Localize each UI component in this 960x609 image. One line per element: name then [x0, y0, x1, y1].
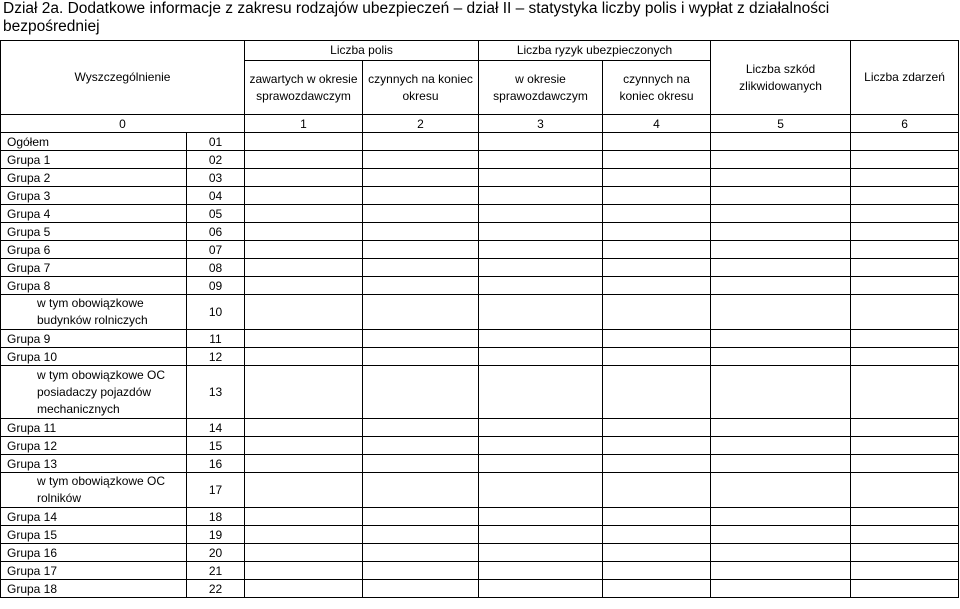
value-cell-col-3[interactable] — [479, 580, 603, 598]
column-number-3: 3 — [479, 115, 603, 133]
column-number-4: 4 — [603, 115, 711, 133]
value-cell-col-3[interactable] — [479, 277, 603, 295]
header-policies-active: czynnych na koniec okresu — [363, 61, 479, 115]
value-cell-col-5[interactable] — [711, 366, 851, 419]
row-label: Grupa 12 — [1, 437, 187, 455]
value-cell-col-2[interactable] — [363, 366, 479, 419]
value-cell-col-4[interactable] — [603, 187, 711, 205]
table-row — [1, 348, 959, 366]
value-cell-col-1[interactable] — [245, 259, 363, 277]
row-code: 20 — [187, 544, 245, 562]
table-row — [1, 473, 959, 508]
value-cell-col-6[interactable] — [851, 473, 959, 508]
table-row — [1, 526, 959, 544]
value-cell-col-1[interactable] — [245, 580, 363, 598]
value-cell-col-6[interactable] — [851, 437, 959, 455]
value-cell-col-2[interactable] — [363, 223, 479, 241]
row-code: 16 — [187, 455, 245, 473]
row-label: Grupa 15 — [1, 526, 187, 544]
row-code: 19 — [187, 526, 245, 544]
row-code: 02 — [187, 151, 245, 169]
row-label: Grupa 8 — [1, 277, 187, 295]
value-cell-col-4[interactable] — [603, 366, 711, 419]
row-label: Grupa 4 — [1, 205, 187, 223]
header-risks-group: Liczba ryzyk ubezpieczonych — [479, 41, 711, 61]
value-cell-col-4[interactable] — [603, 544, 711, 562]
value-cell-col-3[interactable] — [479, 205, 603, 223]
value-cell-col-4[interactable] — [603, 241, 711, 259]
value-cell-col-3[interactable] — [479, 366, 603, 419]
value-cell-col-4[interactable] — [603, 419, 711, 437]
value-cell-col-2[interactable] — [363, 133, 479, 151]
value-cell-col-2[interactable] — [363, 437, 479, 455]
header-policies-concluded: zawartych w okresie sprawozdawczym — [245, 61, 363, 115]
row-label: Grupa 9 — [1, 330, 187, 348]
row-code: 17 — [187, 473, 245, 508]
table-row — [1, 241, 959, 259]
header-specification: Wyszczególnienie — [1, 41, 245, 115]
row-label: Grupa 5 — [1, 223, 187, 241]
value-cell-col-2[interactable] — [363, 473, 479, 508]
row-code: 01 — [187, 133, 245, 151]
value-cell-col-3[interactable] — [479, 419, 603, 437]
value-cell-col-6[interactable] — [851, 330, 959, 348]
value-cell-col-5[interactable] — [711, 508, 851, 526]
table-row — [1, 295, 959, 330]
value-cell-col-4[interactable] — [603, 133, 711, 151]
value-cell-col-2[interactable] — [363, 580, 479, 598]
value-cell-col-2[interactable] — [363, 277, 479, 295]
value-cell-col-6[interactable] — [851, 366, 959, 419]
title-line-1: Dział 2a. Dodatkowe informacje z zakresu rodzajów ubezpieczeń – dział II – statystyka liczby polis i wypłat z działalności — [3, 0, 830, 17]
row-label: Grupa 2 — [1, 169, 187, 187]
value-cell-col-5[interactable] — [711, 259, 851, 277]
table-row — [1, 187, 959, 205]
value-cell-col-2[interactable] — [363, 348, 479, 366]
value-cell-col-6[interactable] — [851, 259, 959, 277]
table-row — [1, 151, 959, 169]
value-cell-col-3[interactable] — [479, 437, 603, 455]
row-code: 21 — [187, 562, 245, 580]
row-label: Grupa 3 — [1, 187, 187, 205]
row-label: Grupa 10 — [1, 348, 187, 366]
value-cell-col-2[interactable] — [363, 508, 479, 526]
value-cell-col-2[interactable] — [363, 241, 479, 259]
table-row — [1, 562, 959, 580]
row-label: Ogółem — [1, 133, 187, 151]
value-cell-col-2[interactable] — [363, 169, 479, 187]
column-number-1: 1 — [245, 115, 363, 133]
value-cell-col-2[interactable] — [363, 151, 479, 169]
value-cell-col-1[interactable] — [245, 277, 363, 295]
value-cell-col-1[interactable] — [245, 348, 363, 366]
value-cell-col-5[interactable] — [711, 580, 851, 598]
value-cell-col-2[interactable] — [363, 330, 479, 348]
table-row — [1, 169, 959, 187]
column-number-6: 6 — [851, 115, 959, 133]
value-cell-col-5[interactable] — [711, 473, 851, 508]
value-cell-col-6[interactable] — [851, 241, 959, 259]
row-label: Grupa 18 — [1, 580, 187, 598]
table-row — [1, 419, 959, 437]
value-cell-col-4[interactable] — [603, 151, 711, 169]
value-cell-col-1[interactable] — [245, 169, 363, 187]
table-row — [1, 544, 959, 562]
value-cell-col-1[interactable] — [245, 366, 363, 419]
value-cell-col-4[interactable] — [603, 508, 711, 526]
table-row — [1, 205, 959, 223]
value-cell-col-6[interactable] — [851, 508, 959, 526]
row-code: 10 — [187, 295, 245, 330]
row-label: Grupa 1 — [1, 151, 187, 169]
row-label: w tym obowiązkowe budynków rolniczych — [1, 295, 187, 330]
value-cell-col-3[interactable] — [479, 133, 603, 151]
value-cell-col-4[interactable] — [603, 526, 711, 544]
row-code: 18 — [187, 508, 245, 526]
value-cell-col-5[interactable] — [711, 169, 851, 187]
value-cell-col-2[interactable] — [363, 259, 479, 277]
value-cell-col-5[interactable] — [711, 187, 851, 205]
value-cell-col-4[interactable] — [603, 562, 711, 580]
value-cell-col-6[interactable] — [851, 580, 959, 598]
value-cell-col-3[interactable] — [479, 330, 603, 348]
value-cell-col-1[interactable] — [245, 473, 363, 508]
value-cell-col-6[interactable] — [851, 205, 959, 223]
value-cell-col-5[interactable] — [711, 330, 851, 348]
table-row — [1, 223, 959, 241]
row-label: Grupa 14 — [1, 508, 187, 526]
value-cell-col-2[interactable] — [363, 526, 479, 544]
value-cell-col-1[interactable] — [245, 508, 363, 526]
value-cell-col-3[interactable] — [479, 241, 603, 259]
value-cell-col-2[interactable] — [363, 544, 479, 562]
row-label: w tym obowiązkowe OC rolników — [1, 473, 187, 508]
table-row — [1, 455, 959, 473]
header-policies-group: Liczba polis — [245, 41, 479, 61]
value-cell-col-3[interactable] — [479, 348, 603, 366]
value-cell-col-3[interactable] — [479, 562, 603, 580]
page-title — [0, 0, 960, 40]
value-cell-col-1[interactable] — [245, 187, 363, 205]
value-cell-col-6[interactable] — [851, 223, 959, 241]
table-row — [1, 580, 959, 598]
row-code: 06 — [187, 223, 245, 241]
row-code: 03 — [187, 169, 245, 187]
row-label: w tym obowiązkowe OC posiadaczy pojazdów mechanicznych — [1, 366, 187, 419]
value-cell-col-1[interactable] — [245, 205, 363, 223]
row-code: 12 — [187, 348, 245, 366]
value-cell-col-5[interactable] — [711, 562, 851, 580]
row-code: 09 — [187, 277, 245, 295]
value-cell-col-4[interactable] — [603, 348, 711, 366]
value-cell-col-1[interactable] — [245, 330, 363, 348]
row-code: 13 — [187, 366, 245, 419]
value-cell-col-4[interactable] — [603, 259, 711, 277]
value-cell-col-1[interactable] — [245, 295, 363, 330]
value-cell-col-1[interactable] — [245, 133, 363, 151]
value-cell-col-3[interactable] — [479, 295, 603, 330]
row-code: 07 — [187, 241, 245, 259]
value-cell-col-3[interactable] — [479, 544, 603, 562]
header-events: Liczba zdarzeń — [851, 41, 959, 115]
row-code: 14 — [187, 419, 245, 437]
value-cell-col-4[interactable] — [603, 295, 711, 330]
value-cell-col-2[interactable] — [363, 455, 479, 473]
value-cell-col-5[interactable] — [711, 419, 851, 437]
value-cell-col-5[interactable] — [711, 223, 851, 241]
row-label: Grupa 11 — [1, 419, 187, 437]
table-row — [1, 437, 959, 455]
value-cell-col-4[interactable] — [603, 473, 711, 508]
value-cell-col-1[interactable] — [245, 526, 363, 544]
value-cell-col-6[interactable] — [851, 133, 959, 151]
value-cell-col-5[interactable] — [711, 526, 851, 544]
value-cell-col-5[interactable] — [711, 455, 851, 473]
value-cell-col-3[interactable] — [479, 473, 603, 508]
value-cell-col-5[interactable] — [711, 133, 851, 151]
table-row — [1, 259, 959, 277]
value-cell-col-6[interactable] — [851, 544, 959, 562]
value-cell-col-5[interactable] — [711, 348, 851, 366]
value-cell-col-6[interactable] — [851, 348, 959, 366]
value-cell-col-5[interactable] — [711, 437, 851, 455]
value-cell-col-5[interactable] — [711, 295, 851, 330]
value-cell-col-6[interactable] — [851, 295, 959, 330]
row-label: Grupa 17 — [1, 562, 187, 580]
row-label: Grupa 7 — [1, 259, 187, 277]
value-cell-col-4[interactable] — [603, 169, 711, 187]
row-code: 11 — [187, 330, 245, 348]
value-cell-col-2[interactable] — [363, 295, 479, 330]
table-row — [1, 133, 959, 151]
value-cell-col-6[interactable] — [851, 455, 959, 473]
value-cell-col-6[interactable] — [851, 419, 959, 437]
row-label: Grupa 6 — [1, 241, 187, 259]
value-cell-col-5[interactable] — [711, 241, 851, 259]
table-row — [1, 330, 959, 348]
value-cell-col-3[interactable] — [479, 187, 603, 205]
column-number-2: 2 — [363, 115, 479, 133]
row-label: Grupa 13 — [1, 455, 187, 473]
header-risks-period: w okresie sprawozdawczym — [479, 61, 603, 115]
value-cell-col-3[interactable] — [479, 526, 603, 544]
value-cell-col-1[interactable] — [245, 455, 363, 473]
statistics-table — [0, 40, 959, 598]
value-cell-col-3[interactable] — [479, 259, 603, 277]
value-cell-col-1[interactable] — [245, 241, 363, 259]
value-cell-col-4[interactable] — [603, 223, 711, 241]
value-cell-col-5[interactable] — [711, 544, 851, 562]
value-cell-col-1[interactable] — [245, 419, 363, 437]
value-cell-col-2[interactable] — [363, 419, 479, 437]
title-line-2: bezpośredniej — [3, 18, 100, 35]
value-cell-col-3[interactable] — [479, 151, 603, 169]
row-code: 22 — [187, 580, 245, 598]
value-cell-col-1[interactable] — [245, 151, 363, 169]
column-number-5: 5 — [711, 115, 851, 133]
value-cell-col-2[interactable] — [363, 187, 479, 205]
header-claims: Liczba szkód zlikwidowanych — [711, 41, 851, 115]
value-cell-col-6[interactable] — [851, 562, 959, 580]
value-cell-col-6[interactable] — [851, 169, 959, 187]
value-cell-col-4[interactable] — [603, 580, 711, 598]
header-risks-active: czynnych na koniec okresu — [603, 61, 711, 115]
value-cell-col-2[interactable] — [363, 562, 479, 580]
value-cell-col-4[interactable] — [603, 330, 711, 348]
value-cell-col-4[interactable] — [603, 205, 711, 223]
row-code: 04 — [187, 187, 245, 205]
value-cell-col-4[interactable] — [603, 277, 711, 295]
table-row — [1, 277, 959, 295]
value-cell-col-6[interactable] — [851, 277, 959, 295]
table-row — [1, 366, 959, 419]
value-cell-col-3[interactable] — [479, 508, 603, 526]
value-cell-col-3[interactable] — [479, 223, 603, 241]
row-code: 08 — [187, 259, 245, 277]
value-cell-col-5[interactable] — [711, 151, 851, 169]
table-body — [1, 133, 959, 598]
value-cell-col-2[interactable] — [363, 205, 479, 223]
row-label: Grupa 16 — [1, 544, 187, 562]
value-cell-col-6[interactable] — [851, 187, 959, 205]
value-cell-col-1[interactable] — [245, 544, 363, 562]
value-cell-col-1[interactable] — [245, 437, 363, 455]
row-code: 05 — [187, 205, 245, 223]
value-cell-col-1[interactable] — [245, 223, 363, 241]
value-cell-col-5[interactable] — [711, 277, 851, 295]
value-cell-col-3[interactable] — [479, 169, 603, 187]
value-cell-col-3[interactable] — [479, 455, 603, 473]
value-cell-col-5[interactable] — [711, 205, 851, 223]
value-cell-col-4[interactable] — [603, 437, 711, 455]
value-cell-col-1[interactable] — [245, 562, 363, 580]
value-cell-col-4[interactable] — [603, 455, 711, 473]
value-cell-col-6[interactable] — [851, 151, 959, 169]
column-number-0: 0 — [1, 115, 245, 133]
table-row — [1, 508, 959, 526]
value-cell-col-6[interactable] — [851, 526, 959, 544]
row-code: 15 — [187, 437, 245, 455]
